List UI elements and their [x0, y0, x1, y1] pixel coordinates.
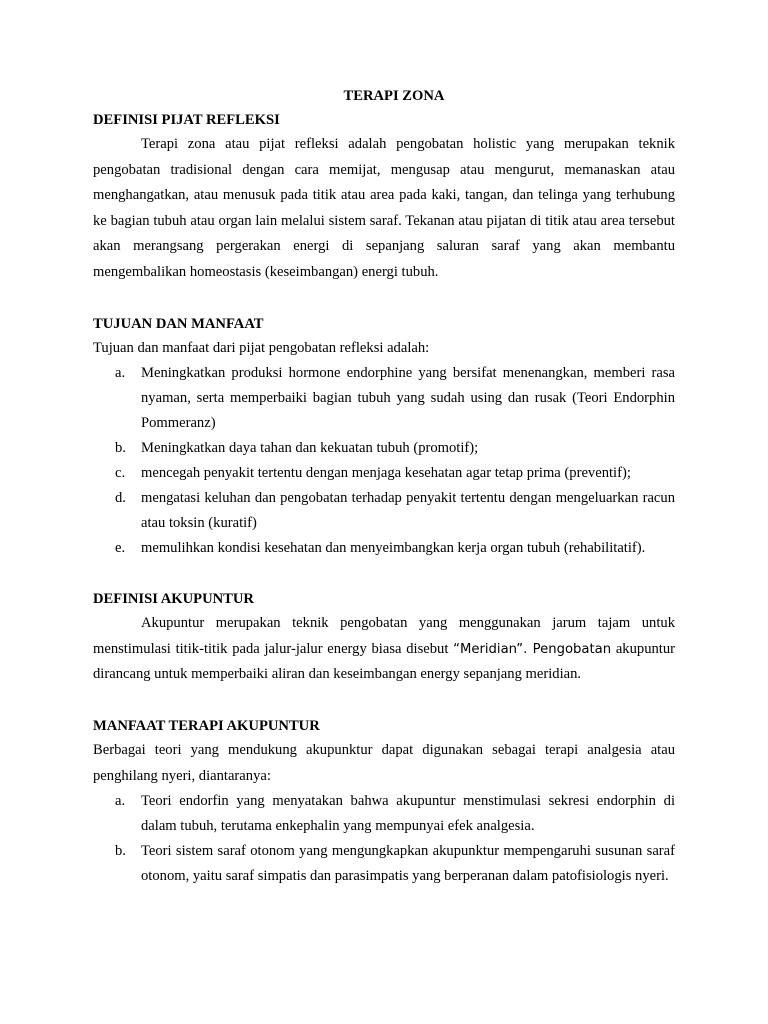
paragraph-text: Akupuntur merupakan teknik pengobatan yang menggunakan jarum tajam untuk menstimulasi titik-titik pada jalur-jalur energy biasa disebut	[93, 615, 675, 657]
list-tujuan-dan-manfaat	[93, 361, 675, 561]
list-item	[93, 461, 675, 486]
section-heading-definisi-akupuntur: DEFINISI AKUPUNTUR	[93, 591, 254, 608]
paragraph-text-meridian: “Meridian”. Pengobatan	[453, 641, 612, 657]
document-title: TERAPI ZONA	[343, 88, 445, 104]
list-item	[93, 789, 675, 839]
list-item	[93, 361, 675, 436]
list-marker: d.	[115, 490, 126, 507]
list-item	[93, 536, 675, 561]
list-marker: a.	[115, 365, 126, 382]
list-manfaat-terapi-akupuntur	[93, 789, 675, 889]
list-item-text: mencegah penyakit tertentu dengan menjaga kesehatan agar tetap prima (preventif);	[141, 465, 631, 482]
paragraph-text: akupuntur dirancang untuk memperbaiki aliran dan keseimbangan energy sepanjang meridian.	[93, 640, 675, 683]
list-item	[93, 486, 675, 536]
section-intro-tujuan-dan-manfaat: Tujuan dan manfaat dari pijat pengobatan refleksi adalah:	[93, 339, 430, 356]
list-marker: b.	[115, 440, 126, 457]
list-marker: e.	[115, 540, 126, 557]
list-item-text: Teori sistem saraf otonom yang mengungkapkan akupunktur mempengaruhi susunan saraf otonom, yaitu saraf simpatis dan parasimpatis yang berperanan dalam patofisiologis nyeri.	[141, 843, 675, 885]
document-page	[93, 84, 675, 889]
list-item	[93, 839, 675, 889]
list-item-text: Meningkatkan daya tahan dan kekuatan tubuh (promotif);	[141, 440, 479, 457]
section-intro-manfaat-terapi-akupuntur: Berbagai teori yang mendukung akupunktur dapat digunakan sebagai terapi analgesia atau penghilang nyeri, diantaranya:	[93, 741, 675, 784]
section-spacer	[93, 286, 675, 312]
section-paragraph-definisi-akupuntur	[93, 611, 675, 688]
section-paragraph-definisi-pijat-refleksi: Terapi zona atau pijat refleksi adalah pengobatan holistic yang merupakan teknik pengobatan tradisional dengan cara memijat, mengusap atau mengurut, memanaskan atau menghangatkan, atau menusuk pada titik atau area pada kaki, tangan, dan telinga yang terhubung ke bagian tubuh atau organ lain melalui sistem saraf. Tekanan atau pijatan di titik atau area tersebut akan merangsang pergerakan energi di sepanjang saluran saraf yang akan membantu mengembalikan homeostasis (keseimbangan) energi tubuh.	[93, 136, 675, 280]
list-marker: a.	[115, 793, 126, 810]
list-marker: c.	[115, 465, 126, 482]
section-spacer	[93, 561, 675, 587]
list-item	[93, 436, 675, 461]
list-item-text: Meningkatkan produksi hormone endorphine yang bersifat menenangkan, memberi rasa nyaman, serta memperbaiki bagian tubuh yang sudah using dan rusak (Teori Endorphin Pommeranz)	[141, 365, 675, 432]
section-heading-manfaat-terapi-akupuntur: MANFAAT TERAPI AKUPUNTUR	[93, 717, 320, 734]
section-heading-tujuan-dan-manfaat: TUJUAN DAN MANFAAT	[93, 315, 264, 332]
list-item-text: Teori endorfin yang menyatakan bahwa akupuntur menstimulasi sekresi endorphin di dalam tubuh, terutama enkephalin yang mempunyai efek analgesia.	[141, 793, 675, 835]
list-item-text: memulihkan kondisi kesehatan dan menyeimbangkan kerja organ tubuh (rehabilitatif).	[141, 540, 646, 557]
list-item-text: mengatasi keluhan dan pengobatan terhadap penyakit tertentu dengan mengeluarkan racun atau toksin (kuratif)	[141, 490, 675, 532]
section-spacer	[93, 688, 675, 714]
section-heading-definisi-pijat-refleksi: DEFINISI PIJAT REFLEKSI	[93, 112, 280, 128]
list-marker: b.	[115, 843, 126, 860]
